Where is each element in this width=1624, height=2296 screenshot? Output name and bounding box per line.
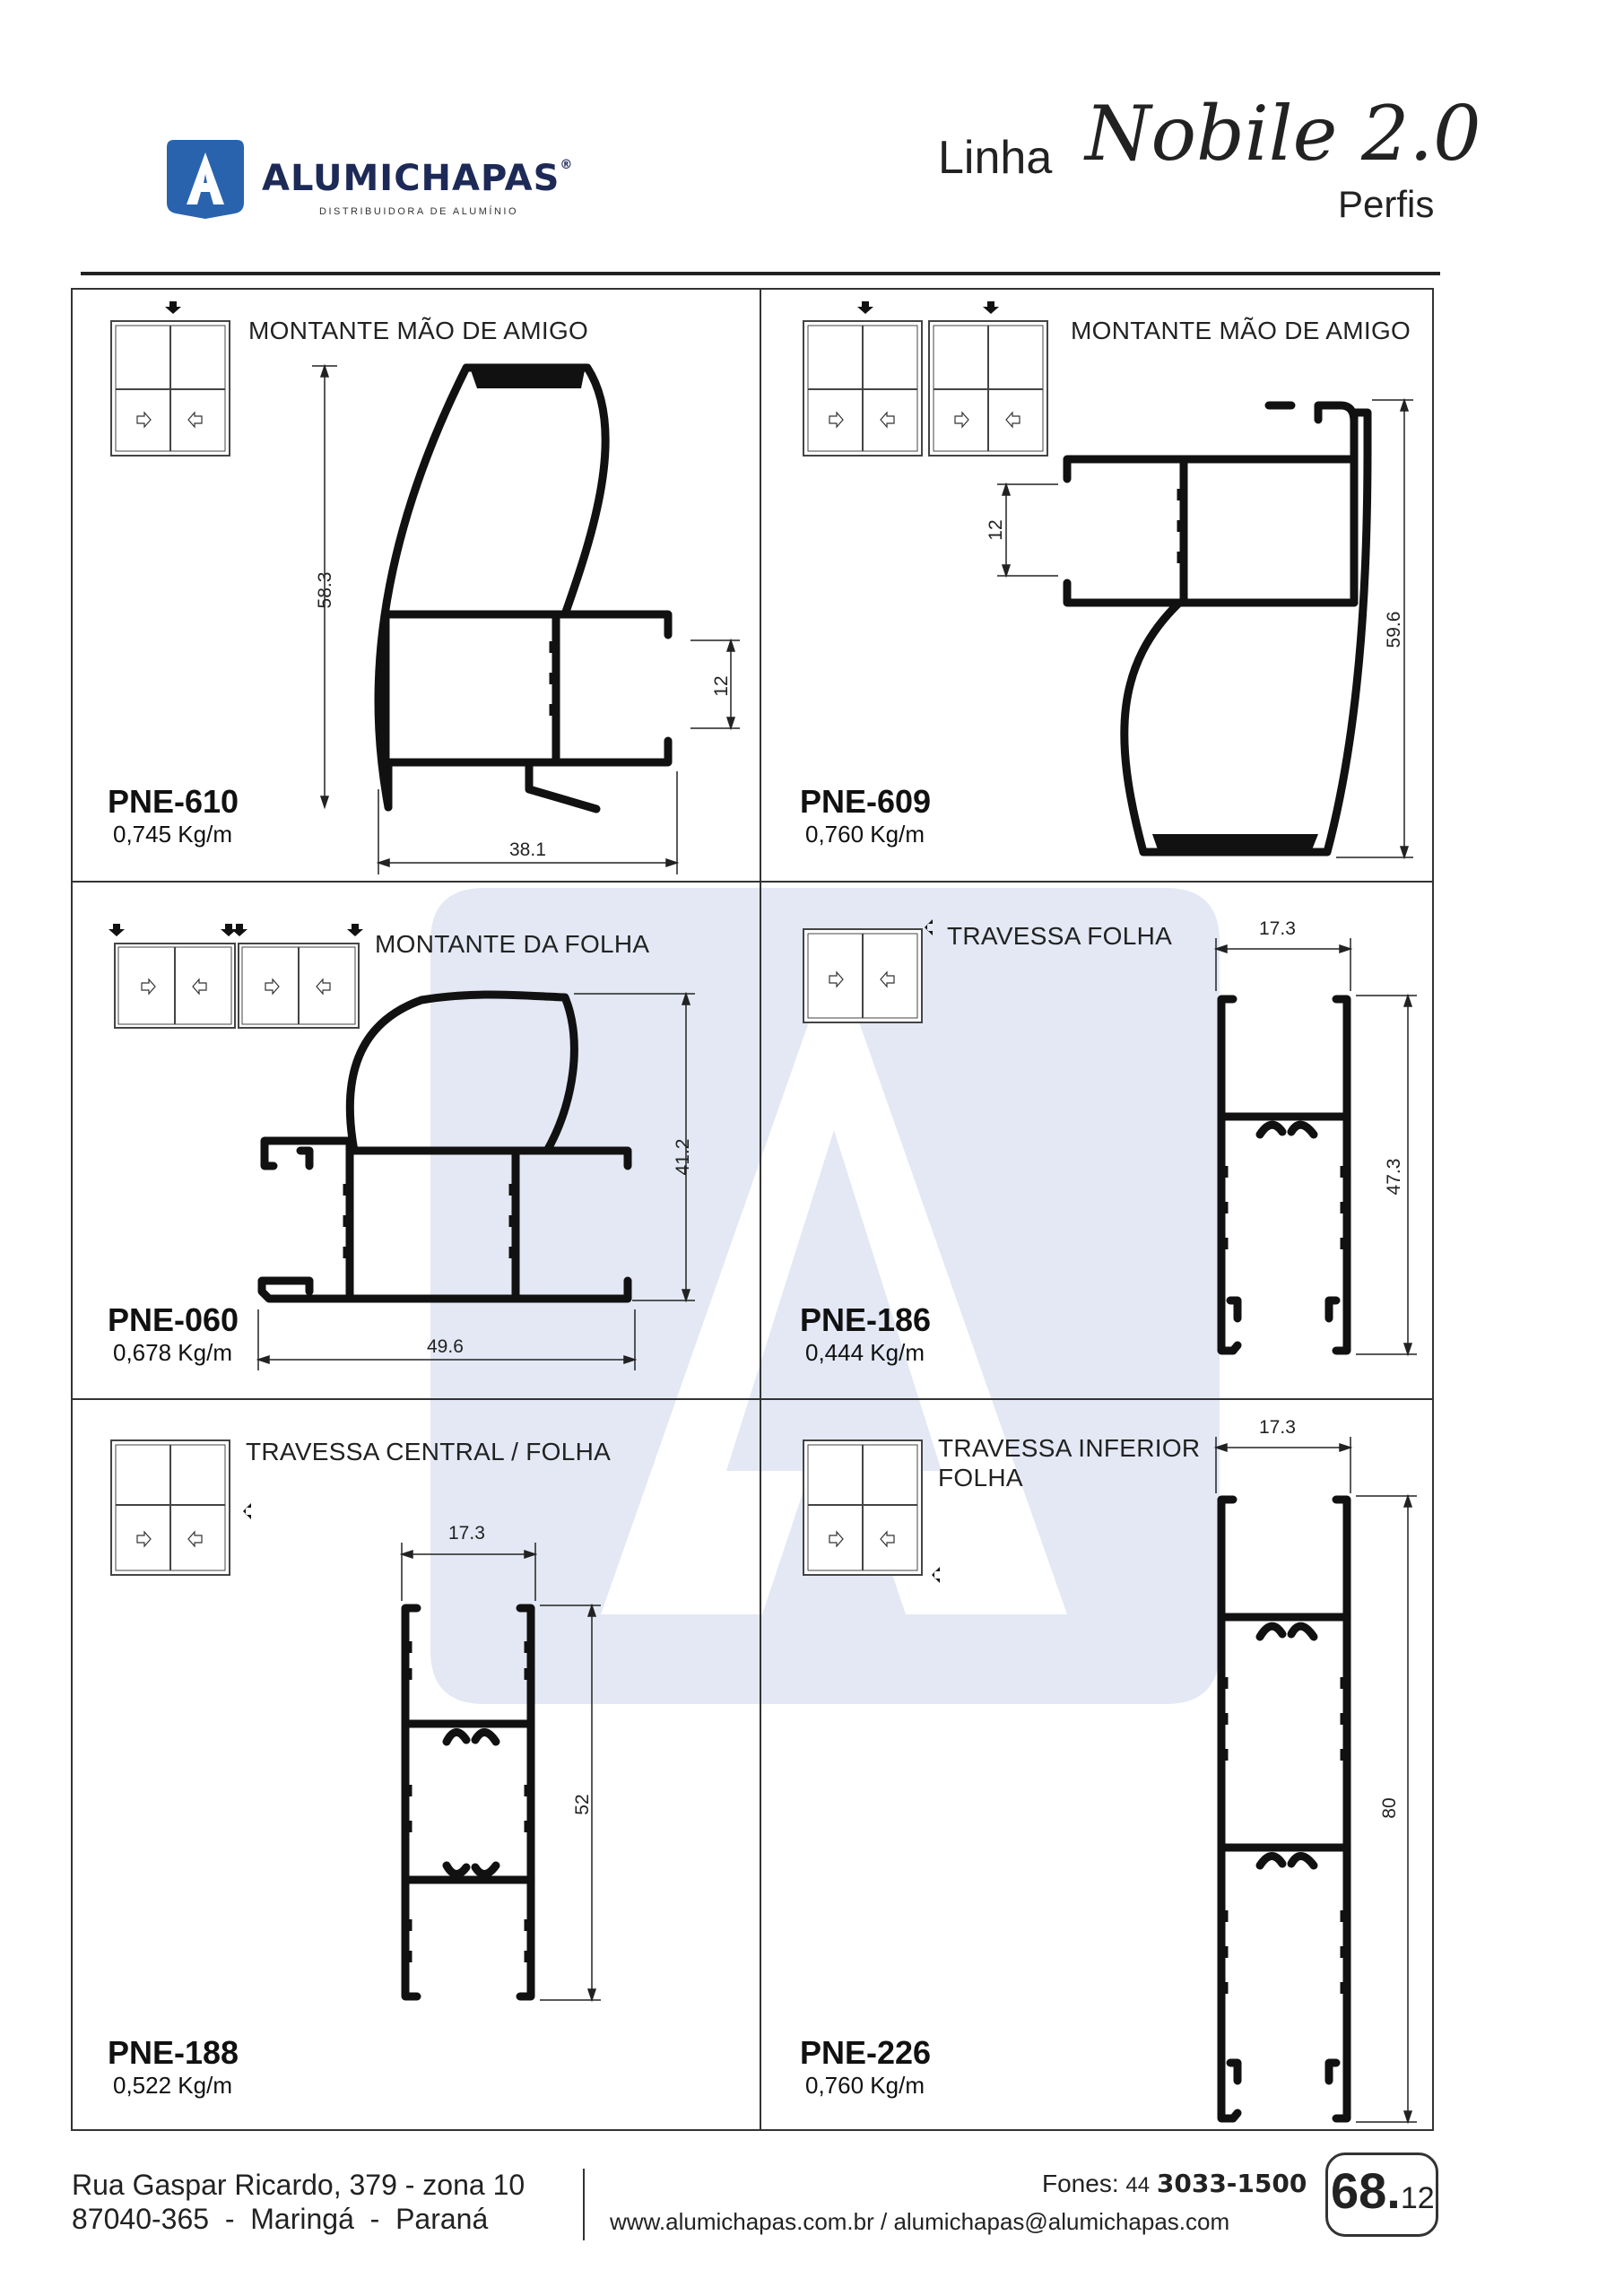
header-section: Perfis [1338,183,1435,225]
fones-area: 44 [1125,2173,1151,2197]
profile-code: PNE-226 [800,2034,932,2071]
dimension-label: 17.3 [448,1523,485,1544]
fones-number: 3033-1500 [1156,2169,1307,2198]
address-line: Rua Gaspar Ricardo, 379 - zona 10 [72,2169,525,2201]
dimension-label: 59.6 [1384,611,1404,648]
address-line: 87040-365 - Maringá - Paraná [72,2203,489,2235]
profile-code: PNE-610 [108,783,239,820]
profile-title: MONTANTE MÃO DE AMIGO [248,317,589,344]
profile-code: PNE-609 [800,783,932,820]
dimension-label: 17.3 [1259,918,1296,939]
dimension-label: 52 [572,1794,593,1815]
dimension-label: 80 [1379,1797,1400,1819]
page-sub: 12 [1400,2181,1435,2215]
footer-divider [583,2169,585,2240]
logo-name: ALUMICHAPAS® [262,158,574,199]
profile-code: PNE-186 [800,1301,932,1338]
footer-web[interactable]: www.alumichapas.com.br / alumichapas@alumichapas.com [610,2208,1230,2235]
dimension-label: 12 [986,519,1006,541]
dimension-label: 49.6 [427,1336,464,1357]
dimension-label: 58.3 [315,571,335,609]
header-linha: Linha [938,132,1053,184]
page-number [1331,2161,1435,2220]
dimension-label: 12 [711,675,732,697]
dimension-label: 17.3 [1259,1417,1296,1438]
profile-title: TRAVESSA FOLHA [947,922,1173,950]
profile-code: PNE-188 [108,2034,239,2071]
profile-code: PNE-060 [108,1301,239,1338]
profile-weight: 0,760 Kg/m [805,2072,925,2099]
profile-weight: 0,745 Kg/m [113,821,232,848]
profile-weight: 0,678 Kg/m [113,1339,232,1366]
fones-label: Fones: [1042,2170,1119,2197]
profile-title: MONTANTE DA FOLHA [375,930,650,958]
footer-address [72,2168,525,2236]
logo-tagline: DISTRIBUIDORA DE ALUMÍNIO [319,206,519,217]
dimension-label: 47.3 [1384,1158,1404,1196]
profile-weight: 0,444 Kg/m [805,1339,925,1366]
profile-weight: 0,522 Kg/m [113,2072,232,2099]
profile-title-line: FOLHA [938,1464,1023,1492]
profile-title-line: TRAVESSA INFERIOR [938,1434,1201,1462]
profile-weight: 0,760 Kg/m [805,821,925,848]
profile-title: TRAVESSA CENTRAL / FOLHA [246,1438,612,1465]
dimension-label: 41.2 [673,1138,693,1176]
footer-phone [1042,2169,1307,2198]
header-line-name: Nobile 2.0 [1085,90,1481,178]
page-main: 68. [1331,2162,1401,2219]
dimension-label: 38.1 [509,839,546,860]
profile-title: MONTANTE MÃO DE AMIGO [1071,317,1411,344]
